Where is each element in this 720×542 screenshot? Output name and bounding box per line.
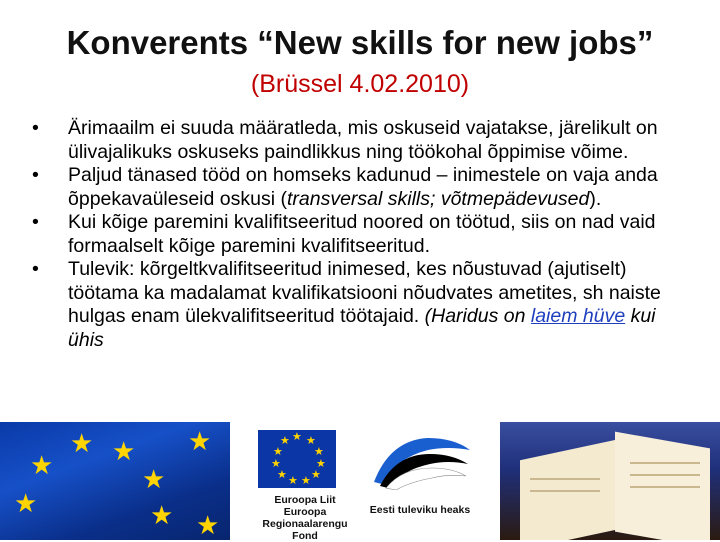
footer-banner [0,422,720,540]
bullet-marker: • [32,258,39,280]
eesti-tuleviku-heaks-logo [370,430,474,490]
star-icon: ★ [150,500,174,530]
star-icon: ★ [14,488,38,518]
bullet-text: Ärimaailm ei suuda määratleda, mis oskuseid vajatakse, järelikult on ülivajalikuks oskuseks paindlikkus ning töökohal õppimise võime. [68,117,658,163]
star-icon: ★ [292,431,302,443]
text-line [530,490,600,492]
star-icon: ★ [196,510,220,540]
star-icon: ★ [70,428,94,458]
bullet-italic-tail: kui ühis [68,305,656,351]
bullet-marker: • [32,211,39,233]
star-icon: ★ [288,475,298,487]
star-icon: ★ [301,475,311,487]
eu-flag-image [0,422,230,540]
bullet-item [32,211,688,258]
bullet-italic-text: transversal skills; võtmepädevused [286,187,590,210]
bullet-text: Tulevik: kõrgeltkvalifitseeritud inimesed, kes nõustuvad (ajutiselt) töötama ka madalamat kvalifikatsiooni nõudvates ametites, sh naiste hulgas enam ülekvalifitseeritud töötajaid. [68,258,661,327]
eu-caption-line: Regionaalarengu Fond [262,518,348,542]
logo-panel [230,422,500,540]
star-icon: ★ [277,469,287,481]
bullet-marker: • [32,117,39,139]
star-icon: ★ [314,446,324,458]
eu-logo [258,430,336,488]
star-icon: ★ [142,464,166,494]
star-icon: ★ [112,436,136,466]
bullet-list [32,117,688,352]
haridus-link[interactable]: laiem hüve [530,305,626,327]
eu-caption [255,494,355,542]
star-icon: ★ [316,458,326,470]
star-icon: ★ [188,426,212,456]
star-icon: ★ [30,450,54,480]
text-line [630,474,700,476]
text-line [530,478,600,480]
bullet-text-tail: ). [589,187,602,210]
star-icon: ★ [311,469,321,481]
star-icon: ★ [273,446,283,458]
bullet-item [32,258,688,352]
bullet-italic-text: (Haridus on [424,305,531,327]
bullet-marker: • [32,164,39,186]
bullet-item [32,164,688,211]
open-book-image [500,422,720,540]
eu-caption-line: Euroopa Liit [274,494,336,506]
text-line [630,462,700,464]
star-icon: ★ [271,458,281,470]
star-icon: ★ [280,435,290,447]
slide-subtitle: (Brüssel 4.02.2010) [250,70,470,98]
bullet-item [32,117,688,164]
slide-title: Konverents “New skills for new jobs” [66,24,654,61]
bullet-text: Paljud tänased tööd on homseks kadunud – inimestele on vaja anda õppekavaüleseid oskusi ( [68,164,658,210]
ee-caption: Eesti tuleviku heaks [369,504,471,516]
star-icon: ★ [306,435,316,447]
eu-caption-line: Euroopa [283,506,327,518]
text-line [630,486,700,488]
bullet-text: Kui kõige paremini kvalifitseeritud noored on töötud, siis on nad vaid formaalselt kõige paremini kvalifitseeritud. [68,211,656,257]
